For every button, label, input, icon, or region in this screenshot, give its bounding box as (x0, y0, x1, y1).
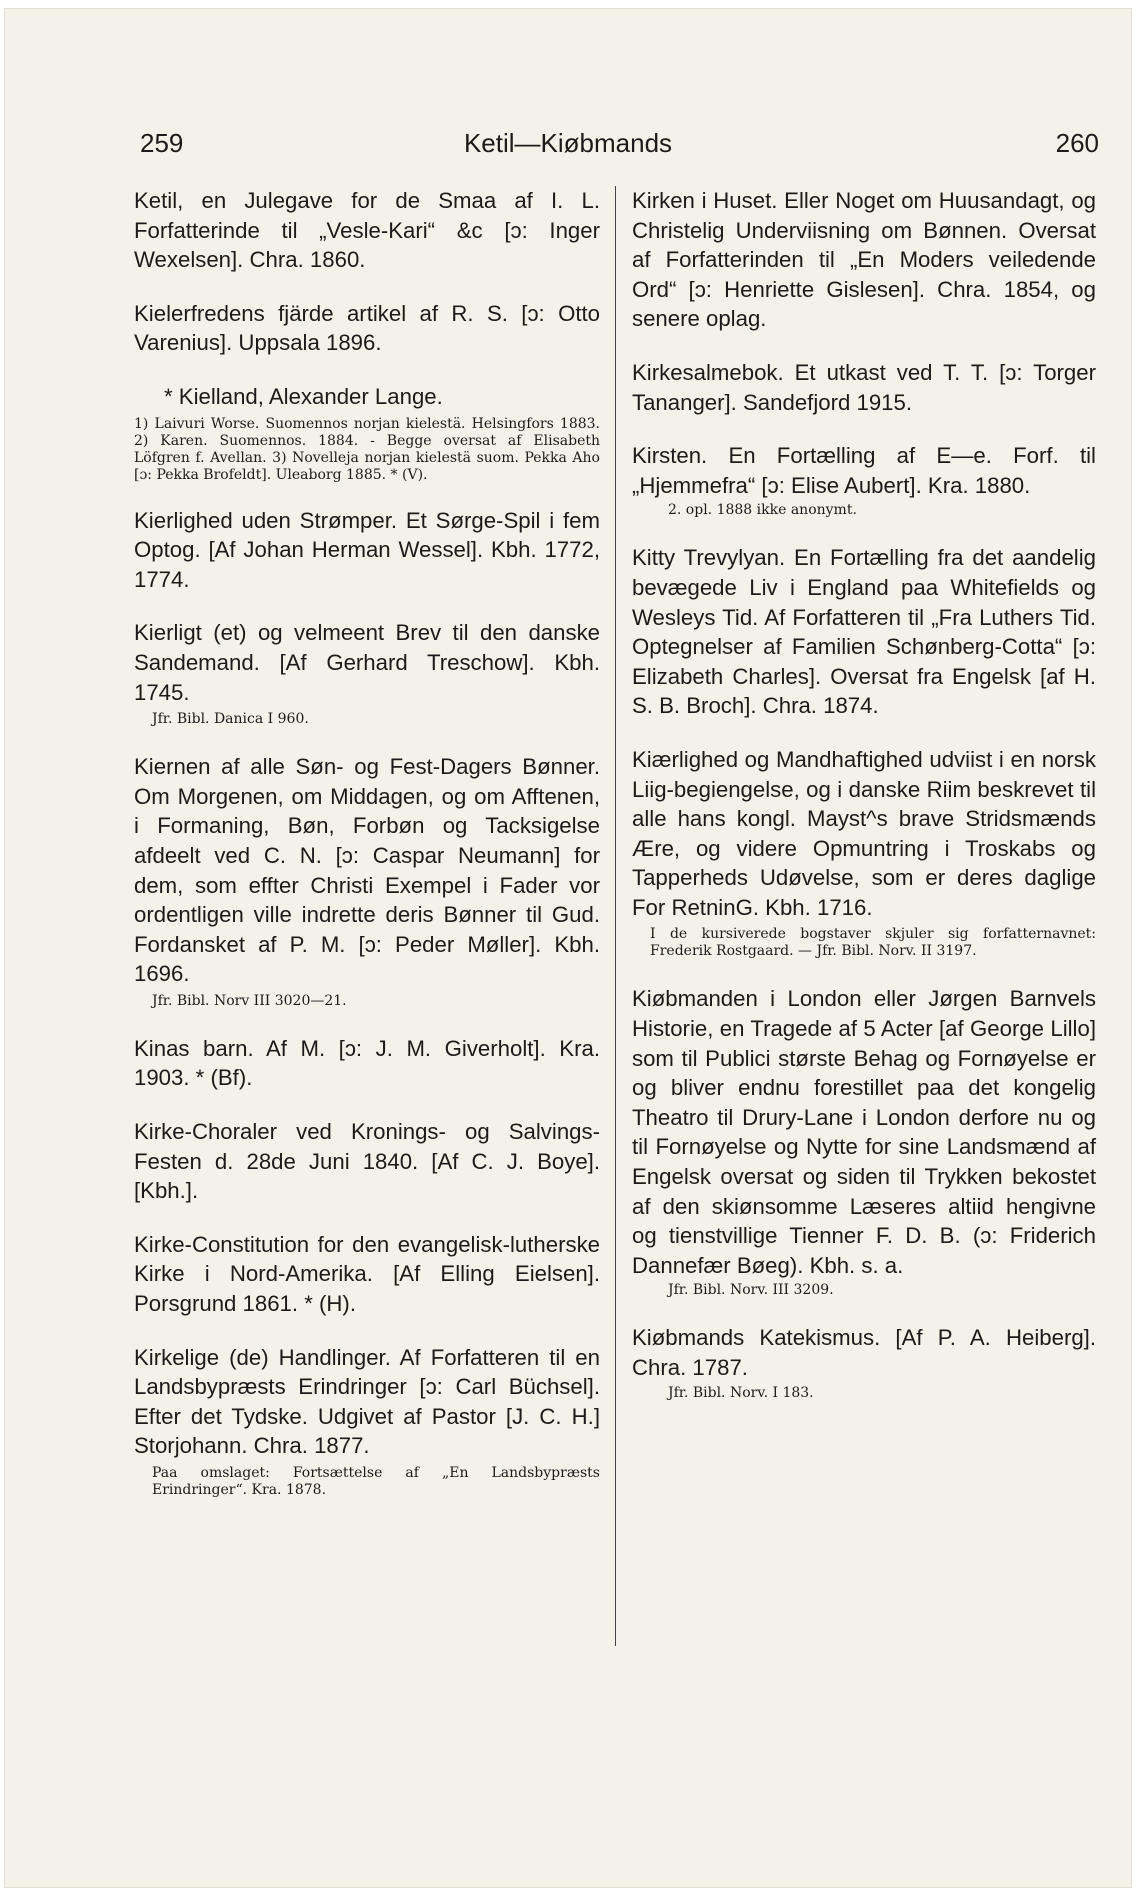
entry (632, 186, 1096, 334)
entry (134, 1117, 600, 1206)
entry-text: Kirke-Constitution for den evangelisk-lutherske Kirke i Nord-Amerika. [Af Elling Eielsen]. Porsgrund 1861. * (H). (134, 1231, 600, 1317)
entry-text: Kierligt (et) og velmeent Brev til den danske Sandemand. [Af Gerhard Treschow]. Kbh. 1745. (134, 620, 600, 705)
entry-note: Jfr. Bibl. Norv. I 183. (668, 1384, 814, 1401)
entry (134, 618, 600, 728)
entry-note: 2. opl. 1888 ikke anonymt. (668, 502, 857, 519)
entry-note: Jfr. Bibl. Danica I 960. (152, 711, 309, 728)
entry (134, 1034, 600, 1093)
entry-text: Kirkesalmebok. Et utkast ved T. T. [ɔ: Torger Tananger]. Sandefjord 1915. (632, 359, 1096, 415)
entry-text: Ketil, en Julegave for de Smaa af I. L. Forfatterinde til „Vesle-Kari“ &c [ɔ: Inger Wexelsen]. Chra. 1860. (134, 188, 600, 273)
entry-text: Kiøbmanden i London eller Jørgen Barnvels Historie, en Tragede af 5 Acter [af George Lillo] som til Publici største Behag og Fornøyelse er og bliver endnu forestillet paa det kongelig Theatro til Drury-Lane i London derfore nu og til Fornøyelse og Nytte for sine Landsmænd af Engelsk oversat og siden til Trykken bekostet af den skiønsomme Læseres altiid hengivne og tienstvillige Tienner F. D. B. (ɔ: Friderich Dannefær Bøeg). Kbh. s. a. (632, 986, 1096, 1278)
page-number-left: 259 (140, 128, 184, 158)
entry (632, 441, 1096, 519)
entry (134, 1230, 600, 1319)
entry-text: Kiøbmands Katekismus. [Af P. A. Heiberg]. Chra. 1787. (632, 1325, 1096, 1380)
entry-text: Kirken i Huset. Eller Noget om Huusandagt, og Christelig Underviisning om Bønnen. Oversat af Forfatterinden til „En Moders veiledende Ord“ [ɔ: Henriette Gislesen]. Chra. 1854, og senere oplag. (632, 188, 1096, 332)
entry-text: Kiernen af alle Søn- og Fest-Dagers Bønner. Om Morgenen, om Middagen, og om Afftenen, i Formaning, Bøn, Forbøn og Tacksigelse afdeelt ved C. N. [ɔ: Caspar Neumann] for dem, som effter Christi Exempel i Fader vor ordentligen ville indrette deris Bønner til Gud. Fordansket af P. M. [ɔ: Peder Møller]. Kbh. 1696. (134, 754, 600, 987)
entry-text: Kielerfredens fjärde artikel af R. S. [ɔ: Otto Varenius]. Uppsala 1896. (134, 300, 600, 356)
entry (134, 186, 600, 275)
entry-text: Kirsten. En Fortælling af E—e. Forf. til „Hjemmefra“ [ɔ: Elise Aubert]. Kra. 1880. (632, 443, 1096, 498)
right-column (632, 186, 1096, 1426)
entry-text: Kirkelige (de) Handlinger. Af Forfatteren til en Landsbypræsts Erindringer [ɔ: Carl Büchsel]. Efter det Tydske. Udgivet af Pastor [J. C. H.] Storjohann. Chra. 1877. (134, 1344, 600, 1459)
running-header (0, 128, 1136, 168)
entry (632, 1323, 1096, 1401)
entry-note: Jfr. Bibl. Norv III 3020—21. (152, 992, 347, 1009)
entry-note: Jfr. Bibl. Norv. III 3209. (668, 1282, 834, 1299)
entry (632, 543, 1096, 721)
entry (134, 752, 600, 1010)
entry-text: Kiærlighed og Mandhaftighed udviist i en norsk Liig-begiengelse, og i danske Riim beskrevet til alle hans kongl. Mayst^s brave Stridsmænds Ære, og videre Opmuntring i Troskabs og Tapperheds Udøvelse, som er deres daglige For RetninG. Kbh. 1716. (632, 746, 1096, 920)
entry (134, 1343, 600, 1499)
entry (134, 382, 600, 484)
column-divider (615, 186, 616, 1646)
entry-text: * Kielland, Alexander Lange. (164, 383, 443, 409)
left-column (134, 186, 600, 1523)
entry-text: Kitty Trevylyan. En Fortælling fra det aandelig bevægede Liv i England paa Whitefields og Wesleys Tid. Af Forfatteren til „Fra Luthers Tid. Optegnelser af Familien Schønberg-Cotta“ [ɔ: Elizabeth Charles]. Oversat fra Engelsk [af H. S. B. Broch]. Chra. 1874. (632, 545, 1096, 719)
entry-note: I de kursiverede bogstaver skjuler sig forfatternavnet: Frederik Rostgaard. — Jfr. Bibl. Norv. II 3197. (650, 926, 1096, 960)
entry (632, 745, 1096, 961)
running-title: Ketil—Kiøbmands (463, 128, 673, 158)
entry-note: Paa omslaget: Fortsættelse af „En Landsbypræsts Erindringer“. Kra. 1878. (152, 1465, 600, 1498)
page-number-right: 260 (1055, 128, 1099, 158)
entry-text: Kinas barn. Af M. [ɔ: J. M. Giverholt]. Kra. 1903. * (Bf). (134, 1035, 600, 1091)
entry-note: 1) Laivuri Worse. Suomennos norjan kielestä. Helsingfors 1883. 2) Karen. Suomennos. 1884. - Begge oversat af Elisabeth Löfgren f. Avellan. 3) Novelleja norjan kielestä suom. Pekka Aho [ɔ: Pekka Brofeldt]. Uleaborg 1885. * (V). (134, 415, 600, 483)
entry (134, 299, 600, 358)
entry-text: Kierlighed uden Strømper. Et Sørge-Spil i fem Optog. [Af Johan Herman Wessel]. Kbh. 1772, 1774. (134, 507, 600, 592)
entry (632, 984, 1096, 1299)
entry (632, 358, 1096, 417)
entry-text: Kirke-Choraler ved Kronings- og Salvings-Festen d. 28de Juni 1840. [Af C. J. Boye]. [Kbh.]. (134, 1119, 600, 1204)
entry (134, 506, 600, 595)
